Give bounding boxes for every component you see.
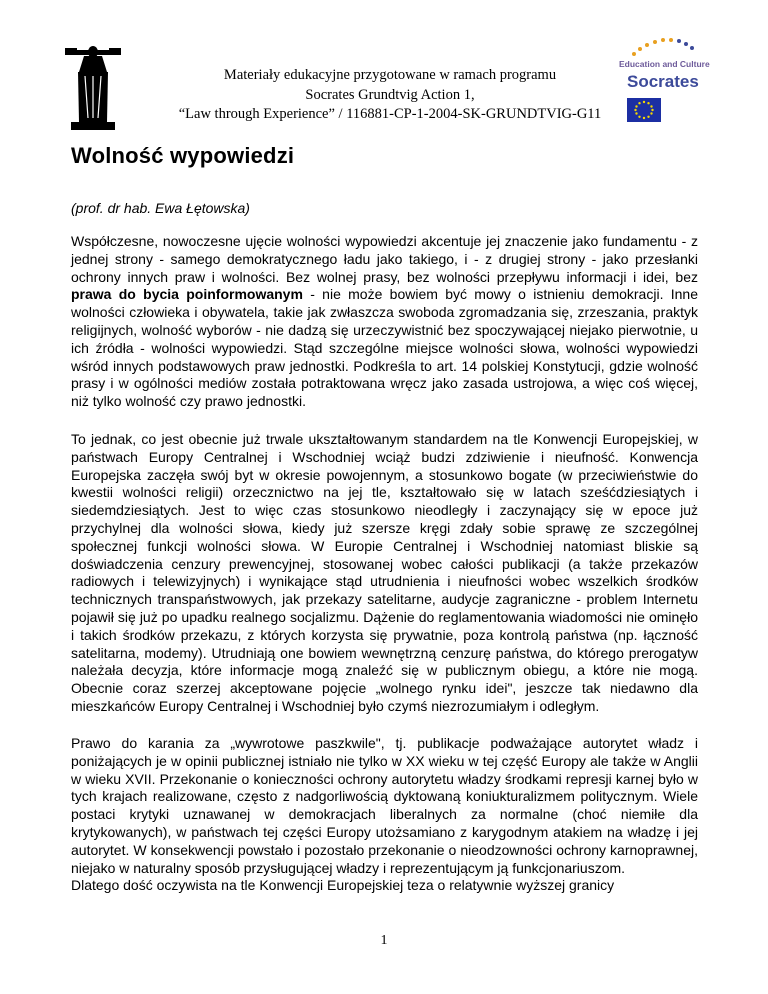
- page-title: Wolność wypowiedzi: [71, 143, 295, 168]
- eu-flag-icon: [627, 98, 661, 122]
- logo-caption: Education and Culture: [619, 59, 710, 69]
- paragraph-4: Dlatego dość oczywista na tle Konwencji Europejskiej teza o relatywnie wyższej granicy: [71, 877, 615, 893]
- header-line-2: Socrates Grundtvig Action 1,: [305, 86, 475, 103]
- paragraph-1-text-b: - nie może bowiem być mowy o istnieniu demokracji. Inne wolności człowieka i obywatela, takie jak zwłaszcza swoboda zgromadzania się, zrzeszania, praktyk religijnych, wolność wyborów - nie dadzą się urzeczywistnić bez spoczywającej niejako pierwotnie, u ich źródła - wolności wypowiedzi. Stąd szczególne miejsce wolności słowa, wolności wypowiedzi wśród innych podstawowych praw jednostki. Podkreśla to art. 14 polskiej Konstytucji, gdzie wolność prasy i w ogólności mediów została potraktowana wręcz jako zasada ustrojowa, a więc coś więcej, niż tylko wolność czy prawo jednostki.: [71, 286, 699, 410]
- page-number: 1: [380, 933, 388, 948]
- author-line: (prof. dr hab. Ewa Łętowska): [71, 200, 250, 216]
- header-line-1: Materiały edukacyjne przygotowane w ramach programu: [223, 67, 557, 83]
- logo-wordmark: Socrates: [627, 72, 699, 91]
- paragraph-2: To jednak, co jest obecnie już trwale ukształtowanym standardem na tle Konwencji Europejskiej, w państwach Europy Centralnej i Wschodniej wciąż budzi zdziwienie i nieufność. Konwencja Europejska zaczęła swój byt w okresie powojennym, a stosunkowo bogate (w przeciwieństwie do kwestii wolności religii) orzecznictwo na jej tle, kształtowało się w latach sześćdziesiątych i siedemdziesiątych. Jest to więc czas stosunkowo nieodległy i zaczynający się w epoce już przychylnej dla wolności słowa, kiedy już szersze kręgi zdały sobie sprawę ze szczególnej społecznej funkcji wolności słowa. W Europie Centralnej i Wschodniej natomiast bliskie są doświadczenia cenzury prewencyjnej, stosowanej wobec całości publikacji (a także przekazów radiowych i telewizyjnych) i wynikające stąd utrudnienia i nieufności wobec wszelkich środków technicznych transpaństwowych, jak przekazy satelitarne, audycje zagraniczne - problem Internetu pojawił się już po upadku realnego socjalizmu. Dążenie do reglamentowania wiadomości nie ominęło i takich środków przekazu, z których korzysta się prywatnie, poza kontrolą państwa (np. łączność satelitarna, modemy). Utrudniają one bowiem wewnętrzną cenzurę państwa, do którego prerogatyw należała decyzja, które informacje mogą znaleźć się w publicznym obiegu, a które nie mogą. Obecnie coraz szerzej akceptowane pojęcie „wolnego rynku idei", jeszcze tak niedawno dla mieszkańców Europy Centralnej i Wschodniej było czymś niezrozumiałym i odległym.: [71, 431, 698, 714]
- law-figure-logo: [63, 42, 123, 132]
- paragraph-1: [71, 233, 698, 411]
- socrates-logo: [617, 30, 710, 130]
- paragraph-1-text-a: Współczesne, nowoczesne ujęcie wolności wypowiedzi akcentuje jej znaczenie jako fundamentu - z jednej strony - samego demokratycznego ładu jako takiego, i - z drugiej strony - jako przesłanki ochrony innych praw i wolności. Bez wolnej prasy, bez wolności przepływu informacji i idei, bez: [71, 233, 698, 285]
- stars-arc-icon: [622, 32, 702, 60]
- header-line-3: “Law through Experience” / 116881-CP-1-2004-SK-GRUNDTVIG-G11: [178, 106, 602, 122]
- paragraph-1-bold: prawa do bycia poinformowanym: [71, 286, 303, 303]
- paragraph-3: Prawo do karania za „wywrotowe paszkwile", tj. publikacje podważające autorytet władz i poniżających je w opinii publicznej istniało nie tylko w XX wieku w tej część Europy ale także w Anglii w wieku XVII. Przekonanie o konieczności ochrony autorytetu władzy środkami represji karnej było w tych krajach realizowane, często z nadgorliwością dyktowaną koniukturalizmem politycznym. Wiele postaci krytyki uznawanej w demokracjach liberalnych za normalne (choć niemiłe dla krytykowanych), w państwach tej części Europy utożsamiano z karygodnym atakiem na władzę i jej autorytet. W konsekwencji powstało i pozostało przekonanie o nieodzowności ochrony karnoprawnej, niejako w naturalny sposób przysługującej władzy i reprezentującym ją funkcjonariuszom.: [71, 735, 698, 876]
- program-header: [140, 66, 640, 125]
